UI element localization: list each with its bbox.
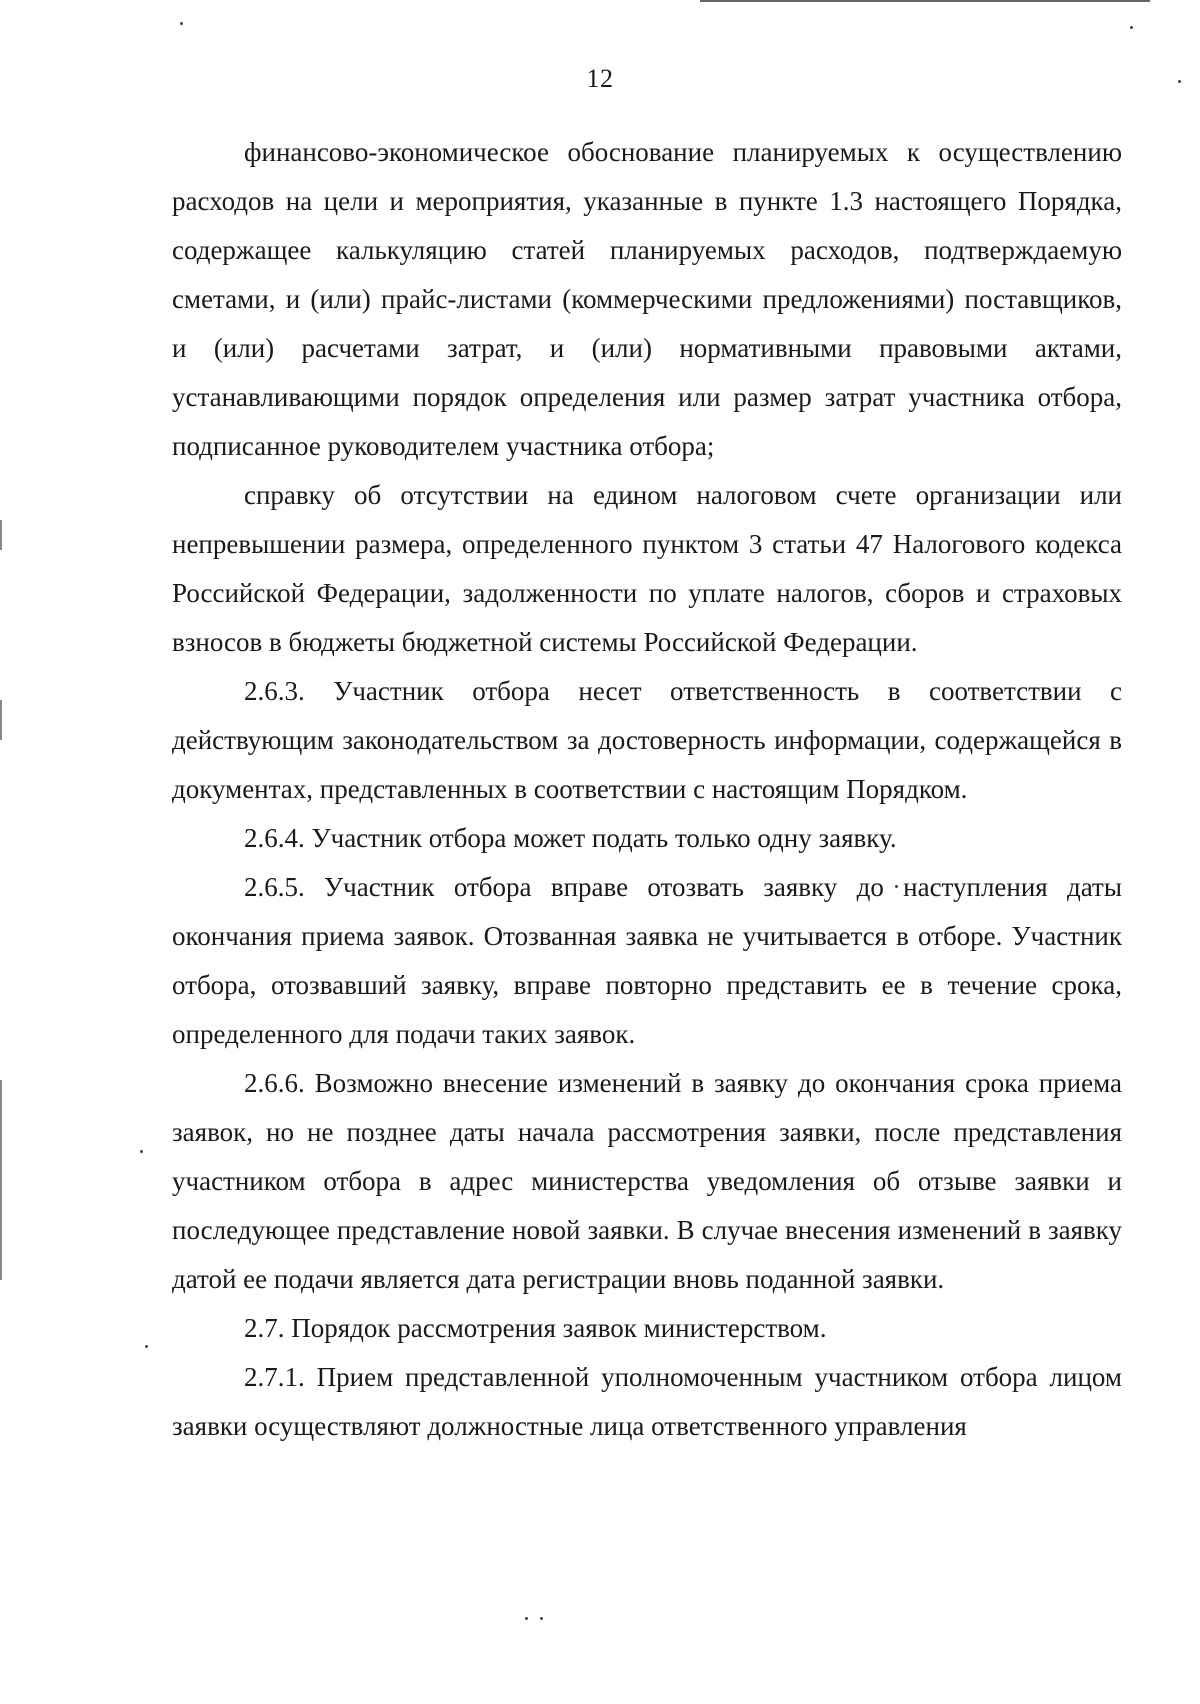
- paragraph-2-6-4: 2.6.4. Участник отбора может подать только одну заявку.: [244, 823, 897, 853]
- scan-speck: [525, 1617, 528, 1620]
- paragraph-2-6-6: 2.6.6. Возможно внесение изменений в заявку до окончания срока приема заявок, но не позднее даты начала рассмотрения заявки, после представления участником отбора в адрес министерства уведомления об отзыве заявки и последующее представление новой заявки. В случае внесения изменений в заявку датой ее подачи является дата регистрации вновь поданной заявки.: [172, 1068, 1122, 1294]
- scan-speck: [1130, 26, 1133, 29]
- page-number: 12: [586, 64, 614, 93]
- paragraph-tax-certificate: справку об отсутствии на едином налоговом счете организации или непревышении размера, определенного пунктом 3 статьи 47 Налогового кодекса Российской Федерации, задолженности по уплате налогов, сборов и страховых взносов в бюджеты бюджетной системы Российской Федерации.: [172, 480, 1122, 657]
- document-body: [172, 128, 1122, 1451]
- paragraph-2-6-3: 2.6.3. Участник отбора несет ответственность в соответствии с действующим законодательством за достоверность информации, содержащейся в документах, представленных в соответствии с настоящим Порядком.: [172, 676, 1122, 804]
- scan-edge-artifact: [700, 0, 1150, 2]
- paragraph-2-7-1: 2.7.1. Прием представленной уполномоченным участником отбора лицом заявки осуществляют должностные лица ответственного управления: [172, 1362, 1122, 1441]
- scan-speck: [140, 1150, 143, 1153]
- paragraph-financial-justification: финансово-экономическое обоснование планируемых к осуществлению расходов на цели и мероприятия, указанные в пункте 1.3 настоящего Порядка, содержащее калькуляцию статей планируемых расходов, подтверждаемую сметами, и (или) прайс-листами (коммерческими предложениями) поставщиков, и (или) расчетами затрат, и (или) нормативными правовыми актами, устанавливающими порядок определения или размер затрат участника отбора, подписанное руководителем участника отбора;: [172, 137, 1122, 461]
- scan-edge-artifact: [0, 520, 2, 550]
- scan-edge-artifact: [0, 700, 2, 740]
- scan-speck: [180, 22, 183, 25]
- paragraph-2-7: 2.7. Порядок рассмотрения заявок министерством.: [244, 1313, 827, 1343]
- scan-edge-artifact: [0, 1080, 2, 1280]
- paragraph-2-6-5: 2.6.5. Участник отбора вправе отозвать заявку до наступления даты окончания приема заявок. Отозванная заявка не учитывается в отборе. Участник отбора, отозвавший заявку, вправе повторно представить ее в течение срока, определенного для подачи таких заявок.: [172, 872, 1122, 1049]
- scan-speck: [540, 1617, 543, 1620]
- scan-speck: [145, 1345, 148, 1348]
